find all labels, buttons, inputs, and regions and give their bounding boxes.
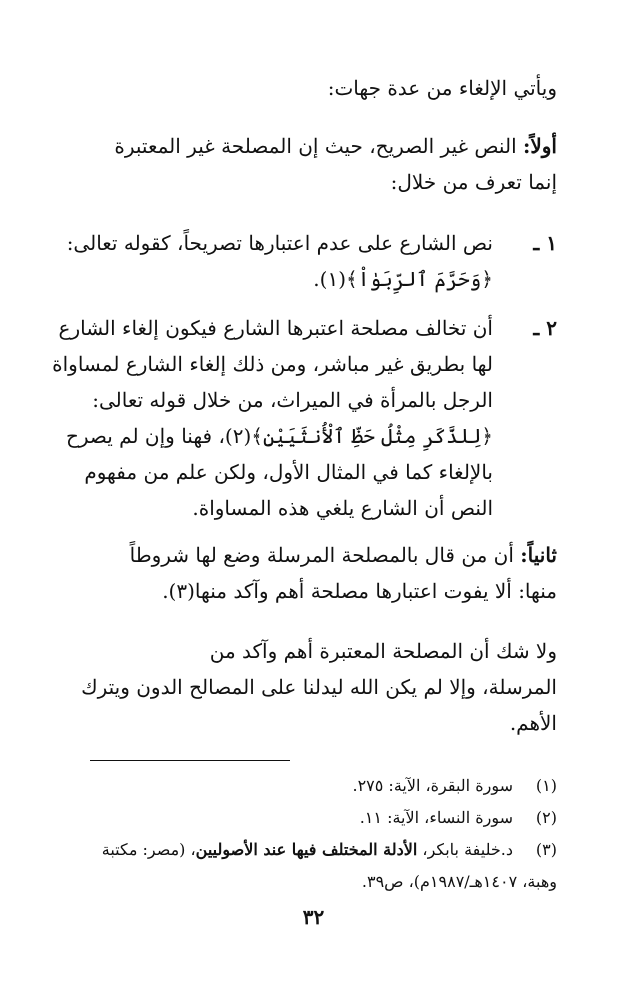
- first-label: أولاً:: [522, 134, 557, 158]
- item-line: نص الشارع على عدم اعتبارها تصريحاً، كقوله تعالى:: [66, 231, 493, 255]
- second-point: [42, 537, 557, 609]
- footnote-3: [42, 834, 557, 898]
- item-line: لها بطريق غير مباشر، ومن ذلك إلغاء الشارع لمساواة: [52, 352, 493, 376]
- item-number: ٢ ـ: [533, 316, 557, 340]
- footnote-text: وهبة، ١٤٠٧هـ/١٩٨٧م)، ص٣٩.: [361, 872, 557, 891]
- item-line: بالإلغاء كما في المثال الأول، ولكن علم من مفهوم: [84, 460, 493, 484]
- footnote-mark: (٣): [535, 840, 557, 859]
- footnote-2: [42, 802, 557, 834]
- closing-paragraph: [42, 633, 557, 741]
- footnote-1: [42, 770, 557, 802]
- list-item: [42, 310, 557, 526]
- second-line-2: منها: ألا يفوت اعتبارها مصلحة أهم وآكد منها(٣).: [162, 579, 557, 603]
- footnote-separator: [90, 760, 290, 761]
- closing-line: ولا شك أن المصلحة المعتبرة أهم وآكد من: [209, 639, 557, 663]
- page-number: ٣٢: [302, 905, 325, 929]
- item-line: أن تخالف مصلحة اعتبرها الشارع فيكون إلغاء الشارع: [58, 316, 493, 340]
- list-item: [42, 225, 557, 297]
- footnote-text: سورة النساء، الآية: ١١.: [359, 808, 513, 827]
- intro-paragraph: [42, 70, 557, 106]
- footnote-mark: (١): [535, 776, 557, 795]
- footnote-mark: (٢): [535, 808, 557, 827]
- item-line: ﴿وَحَرَّمَ ٱلرِّبَوٰاْ﴾(١).: [313, 267, 493, 291]
- footnote-text: سورة البقرة، الآية: ٢٧٥.: [352, 776, 513, 795]
- item-line: الرجل بالمرأة في الميراث، من خلال قوله تعالى:: [92, 388, 493, 412]
- second-line-1: أن من قال بالمصلحة المرسلة وضع لها شروطاً: [129, 543, 514, 567]
- closing-line: المرسلة، وإلا لم يكن الله ليدلنا على المصالح الدون ويترك: [81, 675, 557, 699]
- item-number: ١ ـ: [533, 231, 557, 255]
- footnote-text: ، (مصر: مكتبة: [101, 840, 196, 859]
- first-line-2: إنما تعرف من خلال:: [390, 170, 557, 194]
- intro-text: ويأتي الإلغاء من عدة جهات:: [327, 76, 557, 100]
- first-line-1: النص غير الصريح، حيث إن المصلحة غير المعتبرة: [114, 134, 517, 158]
- item-line: ﴿لِلذَّكَرِ مِثْلُ حَظِّ ٱلْأُنثَيَيْنِ﴾(٢)، فهنا وإن لم يصرح: [65, 424, 493, 448]
- closing-line: الأهم.: [509, 711, 557, 735]
- footnote-text: د.خليفة بابكر،: [417, 840, 513, 859]
- second-label: ثانياً:: [520, 543, 557, 567]
- footnote-book-title: الأدلة المختلف فيها عند الأصوليين: [195, 840, 418, 859]
- first-point: [42, 128, 557, 200]
- item-line: النص أن الشارع يلغي هذه المساواة.: [192, 496, 493, 520]
